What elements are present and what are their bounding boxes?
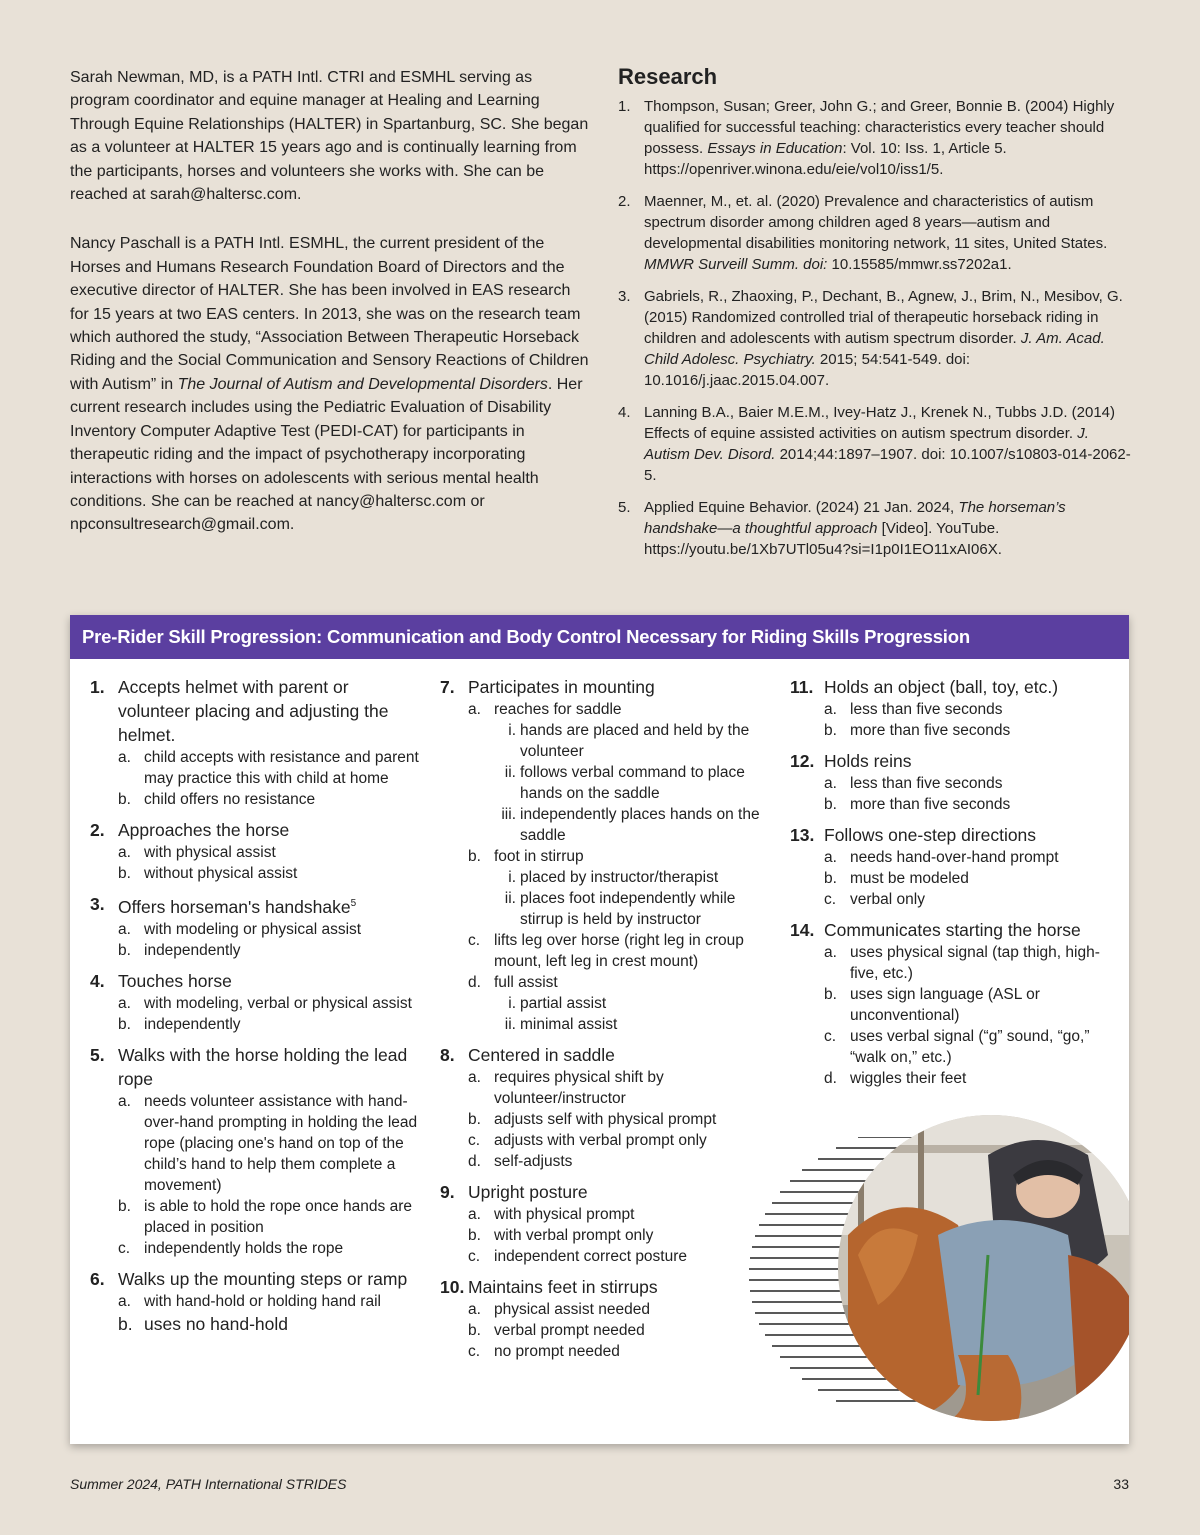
sub-list [90, 747, 420, 810]
sub-list [90, 919, 420, 961]
subsub-item [494, 804, 770, 846]
reference-text [644, 499, 1066, 558]
sub-text: adjusts self with physical prompt [494, 1111, 717, 1128]
sub-text: wiggles their feet [850, 1070, 967, 1087]
sub-list [90, 1291, 420, 1336]
sub-letter: d. [824, 1070, 837, 1087]
skill-number: 9. [440, 1182, 455, 1202]
text-run: Maenner, M., et. al. (2020) Prevalence and characteristics of autism spectrum disorder among children aged 8 years—autism and developmental disabilities monitoring network, 11 sites, United States. [644, 193, 1108, 252]
text-run: 10.15585/mmwr.ss7202a1. [827, 256, 1012, 273]
sub-item [824, 1026, 1120, 1068]
text-run: Lanning B.A., Baier M.E.M., Ivey-Hatz J., Krenek N., Tubbs J.D. (2014) Effects of equine assisted activities on autism spectrum disorder. [644, 404, 1116, 442]
sub-item [468, 1246, 770, 1267]
skill-title-text: Touches horse [118, 970, 232, 991]
sub-list [790, 773, 1120, 815]
sub-text: child offers no resistance [144, 791, 316, 808]
subsub-text: minimal assist [520, 1016, 618, 1033]
bio-sarah-newman [70, 66, 590, 206]
text-run: Gabriels, R., Zhaoxing, P., Dechant, B., Agnew, J., Brim, N., Mesibov, G. (2015) Randomized controlled trial of therapeutic horseback riding in children and adolescents with autism spectrum disorder. [644, 288, 1123, 347]
sub-text: adjusts with verbal prompt only [494, 1132, 707, 1149]
text-run: . Her current research includes using the Pediatric Evaluation of Disability Inventory Computer Adaptive Test (PEDI-CAT) for participants in therapeutic riding and the impact of psychotherapy incorporating interactions with horses on adolescents with serious mental health conditions. She can be reached at nancy@haltersc.com or npconsultresearch@gmail.com. [70, 375, 583, 534]
skill-item [90, 1043, 420, 1259]
sub-letter: b. [824, 986, 837, 1003]
subsub-numeral: ii. [504, 1016, 516, 1033]
skill-title-text: Participates in mounting [468, 677, 655, 697]
sub-item [118, 747, 420, 789]
text-run: Thompson, Susan; Greer, John G.; and Greer, Bonnie B. (2004) Highly qualified for successful teaching: characteristics every teacher should possess. [644, 98, 1115, 157]
sub-text: more than five seconds [850, 796, 1011, 813]
sub-item [468, 1341, 770, 1362]
sub-text: self-adjusts [494, 1153, 573, 1170]
sub-text: with physical assist [144, 844, 276, 861]
subsub-text: hands are placed and held by the volunteer [520, 722, 750, 760]
sub-item [118, 940, 420, 961]
panel-title: Pre-Rider Skill Progression: Communication and Body Control Necessary for Riding Skills Progression [70, 615, 1129, 659]
skill-title-text: Follows one-step directions [824, 825, 1037, 845]
skill-number: 12. [790, 751, 815, 771]
sub-letter: b. [118, 791, 131, 808]
skill-title-text: Approaches the horse [118, 820, 290, 840]
sub-letter: a. [468, 1069, 481, 1086]
sub-text: with physical prompt [494, 1206, 635, 1223]
skill-title [90, 892, 420, 919]
sub-letter: c. [468, 1132, 481, 1149]
subsub-numeral: i. [508, 869, 516, 886]
sub-item [118, 1091, 420, 1196]
sub-text: with verbal prompt only [494, 1227, 654, 1244]
sub-item [468, 1067, 770, 1109]
text-run: : Vol. 10: Iss. 1, Article 5. https://openriver.winona.edu/eie/vol10/iss1/5. [644, 140, 1007, 178]
reference-item [618, 402, 1138, 486]
subsub-item [494, 720, 770, 762]
sub-text: needs volunteer assistance with hand-over-hand prompting in holding the lead rope (placing one's hand on top of the child’s hand to help them complete a movement) [144, 1092, 418, 1194]
skill-item [440, 675, 770, 1035]
reference-number: 2. [618, 193, 631, 210]
sub-text: full assist [494, 974, 558, 991]
sub-letter: a. [118, 844, 131, 861]
skill-title-text: Communicates starting the horse [824, 920, 1081, 940]
sub-item [824, 889, 1120, 910]
sub-item [118, 993, 420, 1014]
sub-letter: a. [118, 1292, 131, 1310]
subsub-item [494, 762, 770, 804]
research-section [618, 64, 1138, 571]
sub-item [824, 773, 1120, 794]
subsub-text: follows verbal command to place hands on the saddle [520, 764, 745, 802]
sub-text: with modeling or physical assist [144, 920, 362, 938]
skill-title [790, 918, 1120, 942]
skill-title-text: Upright posture [468, 1182, 588, 1202]
sub-list [440, 1067, 770, 1172]
reference-item [618, 286, 1138, 391]
subsub-list [494, 993, 770, 1035]
subsub-item [494, 993, 770, 1014]
sub-text: uses verbal signal (“g” sound, “go,” “walk on,” etc.) [850, 1028, 1090, 1066]
subsub-list [494, 867, 770, 930]
subsub-list [494, 720, 770, 846]
reference-item [618, 497, 1138, 560]
text-run: 2014;44:1897–1907. doi: 10.1007/s10803-014-2062-5. [644, 446, 1131, 484]
text-run: 2015; 54:541-549. doi: 10.1016/j.jaac.2015.04.007. [644, 351, 971, 389]
sub-letter: a. [118, 749, 131, 766]
text-run: J. Am. Acad. Child Adolesc. Psychiatry. [644, 330, 1105, 368]
skills-column-1 [90, 675, 420, 1344]
sub-item [468, 930, 770, 972]
sub-item [118, 1238, 420, 1259]
sub-letter: a. [468, 701, 481, 718]
photo-child-with-horse [838, 1115, 1129, 1421]
sub-letter: b. [468, 1227, 481, 1244]
sub-text: requires physical shift by volunteer/instructor [494, 1069, 664, 1107]
skills-column-3 [790, 675, 1120, 1097]
skill-title [440, 1180, 770, 1204]
sub-item [824, 868, 1120, 889]
skill-item [790, 749, 1120, 815]
sub-letter: b. [118, 1015, 131, 1033]
sub-text: is able to hold the rope once hands are placed in position [144, 1197, 412, 1236]
sub-text: independently [144, 1015, 241, 1033]
skill-title [790, 823, 1120, 847]
sub-text: no prompt needed [494, 1343, 620, 1360]
sub-text: uses no hand-hold [144, 1313, 288, 1334]
skills-column-2 [440, 675, 770, 1370]
bio-nancy-paschall [70, 232, 590, 536]
sub-letter: d. [468, 1153, 481, 1170]
subsub-text: placed by instructor/therapist [520, 869, 719, 886]
skill-title [440, 1275, 770, 1299]
sub-item [468, 1320, 770, 1341]
skill-title [90, 1267, 420, 1291]
sub-item [118, 1196, 420, 1238]
subsub-item [494, 867, 770, 888]
sub-text: with hand-hold or holding hand rail [144, 1292, 381, 1310]
skill-item [90, 1267, 420, 1336]
sub-text: foot in stirrup [494, 848, 584, 865]
sub-letter: b. [824, 722, 837, 739]
text-run: The Journal of Autism and Developmental Disorders [177, 375, 548, 393]
reference-number: 5. [618, 499, 631, 516]
sub-item [824, 942, 1120, 984]
text-run: Essays in Education [707, 140, 843, 157]
footnote-marker: 5 [350, 898, 357, 909]
sub-list [90, 993, 420, 1035]
subsub-text: places foot independently while stirrup is held by instructor [520, 890, 736, 928]
sub-text: reaches for saddle [494, 701, 622, 718]
sub-letter: a. [824, 849, 837, 866]
sub-letter: a. [824, 775, 837, 792]
sub-list [90, 842, 420, 884]
subsub-numeral: i. [508, 722, 516, 739]
sub-text: independent correct posture [494, 1248, 688, 1265]
sub-text: uses sign language (ASL or unconventional) [850, 986, 1040, 1024]
sub-text: must be modeled [850, 870, 969, 887]
reference-item [618, 96, 1138, 180]
reference-text [644, 404, 1131, 484]
sub-item [824, 720, 1120, 741]
sub-letter: b. [468, 1111, 481, 1128]
skill-item [90, 675, 420, 810]
skill-title [90, 1043, 420, 1091]
sub-item [468, 699, 770, 846]
skill-progression-panel [70, 615, 1129, 1444]
sub-letter: b. [118, 865, 131, 882]
skill-number: 5. [90, 1044, 105, 1065]
skill-title [90, 818, 420, 842]
sub-letter: a. [118, 920, 131, 938]
sub-text: independently [144, 941, 241, 959]
skill-number: 1. [90, 677, 105, 697]
sub-text: lifts leg over horse (right leg in croup mount, left leg in crest mount) [494, 932, 744, 970]
sub-letter: a. [118, 1092, 131, 1110]
skill-title [440, 1043, 770, 1067]
sub-text: verbal only [850, 891, 925, 908]
sub-item [468, 1225, 770, 1246]
skill-number: 7. [440, 677, 455, 697]
reference-text [644, 193, 1107, 273]
sub-letter: b. [118, 1313, 133, 1334]
skill-number: 14. [790, 920, 815, 940]
text-run: Nancy Paschall is a PATH Intl. ESMHL, the current president of the Horses and Humans Research Foundation Board of Directors and the executive director of HALTER. She has been involved in EAS research for 15 years at two EAS centers. In 2013, she was on the research team which authored the study, “Association Between Therapeutic Horseback Riding and the Social Communication and Sensory Reactions of Children with Autism” in [70, 235, 589, 393]
subsub-item [494, 1014, 770, 1035]
sub-item [824, 1068, 1120, 1089]
sub-item [118, 1014, 420, 1035]
sub-list [90, 1091, 420, 1259]
sub-list [440, 1204, 770, 1267]
skill-item [440, 1275, 770, 1362]
sub-letter: c. [118, 1239, 131, 1257]
sub-item [118, 863, 420, 884]
research-heading: Research [618, 64, 718, 89]
reference-number: 1. [618, 98, 631, 115]
sub-letter: c. [468, 932, 481, 949]
skill-number: 13. [790, 825, 815, 845]
skill-title [90, 969, 420, 993]
sub-text: verbal prompt needed [494, 1322, 645, 1339]
subsub-numeral: ii. [504, 764, 516, 781]
sub-item [468, 1130, 770, 1151]
skill-title [440, 675, 770, 699]
skill-title-text: Holds an object (ball, toy, etc.) [824, 677, 1059, 697]
photo-illustration [838, 1115, 1129, 1421]
skill-title [90, 675, 420, 747]
sub-letter: a. [468, 1301, 481, 1318]
skill-item [440, 1180, 770, 1267]
sub-list [440, 1299, 770, 1362]
skill-title-text: Holds reins [824, 751, 912, 771]
skill-title [790, 675, 1120, 699]
sub-list [790, 699, 1120, 741]
sub-item [824, 794, 1120, 815]
skill-title-text: Maintains feet in stirrups [468, 1277, 658, 1297]
sub-item [468, 846, 770, 930]
text-run: [Video]. YouTube. https://youtu.be/1Xb7UTl05u4?si=I1p0I1EO11xAI06X. [644, 520, 1002, 558]
sub-item [118, 1312, 420, 1336]
skill-item [90, 969, 420, 1035]
author-bios [70, 66, 590, 537]
sub-item [118, 919, 420, 940]
skill-title-text: Offers horseman's handshake [118, 896, 351, 917]
text-run: Sarah Newman, MD, is a PATH Intl. CTRI and ESMHL serving as program coordinator and equine manager at Healing and Learning Through Equine Relationships (HALTER) in Spartanburg, SC. She began as a volunteer at HALTER 15 years ago and is continually learning from the participants, horses and volunteers she works with. She can be reached at sarah@haltersc.com. [70, 69, 589, 204]
sub-item [468, 1151, 770, 1172]
reference-text [644, 98, 1114, 178]
sub-list [790, 847, 1120, 910]
sub-text: uses physical signal (tap thigh, high-five, etc.) [850, 944, 1100, 982]
sub-text: child accepts with resistance and parent may practice this with child at home [144, 749, 419, 787]
sub-item [468, 1204, 770, 1225]
skill-item [90, 892, 420, 961]
research-references [618, 96, 1138, 560]
skill-item [790, 918, 1120, 1089]
subsub-numeral: ii. [504, 890, 516, 907]
skill-title-text: Centered in saddle [468, 1045, 615, 1065]
text-run: MMWR Surveill Summ. doi: [644, 256, 828, 273]
skill-number: 11. [790, 677, 814, 697]
skill-number: 4. [90, 970, 105, 991]
sub-item [824, 699, 1120, 720]
skill-number: 2. [90, 820, 105, 840]
sub-text: less than five seconds [850, 701, 1003, 718]
page-number: 33 [1113, 1476, 1129, 1492]
sub-letter: a. [824, 944, 837, 961]
subsub-numeral: i. [508, 995, 516, 1012]
sub-letter: c. [824, 891, 837, 908]
sub-letter: b. [468, 848, 481, 865]
subsub-numeral: iii. [501, 806, 516, 823]
sub-item [118, 1291, 420, 1312]
skill-title [790, 749, 1120, 773]
sub-text: less than five seconds [850, 775, 1003, 792]
subsub-text: partial assist [520, 995, 607, 1012]
text-run: J. Autism Dev. Disord. [644, 425, 1089, 463]
sub-item [118, 789, 420, 810]
sub-list [440, 699, 770, 1035]
skill-title-text: Accepts helmet with parent or volunteer placing and adjusting the helmet. [118, 677, 389, 745]
sub-item [468, 1109, 770, 1130]
subsub-text: independently places hands on the saddle [520, 806, 760, 844]
skill-item [790, 675, 1120, 741]
skill-item [440, 1043, 770, 1172]
sub-item [468, 1299, 770, 1320]
skill-number: 3. [90, 894, 105, 914]
sub-text: physical assist needed [494, 1301, 650, 1318]
sub-text: with modeling, verbal or physical assist [144, 994, 412, 1012]
text-run: The horseman’s handshake—a thoughtful approach [644, 499, 1066, 537]
subsub-item [494, 888, 770, 930]
footer-publication: Summer 2024, PATH International STRIDES [70, 1476, 347, 1492]
sub-item [118, 842, 420, 863]
sub-text: without physical assist [144, 865, 298, 882]
skill-item [90, 818, 420, 884]
sub-text: independently holds the rope [144, 1239, 344, 1257]
sub-letter: b. [118, 1197, 131, 1215]
sub-letter: b. [824, 870, 837, 887]
reference-item [618, 191, 1138, 275]
skill-number: 8. [440, 1045, 455, 1065]
skill-title-text: Walks with the horse holding the lead rope [118, 1044, 408, 1089]
sub-letter: c. [824, 1028, 837, 1045]
sub-letter: c. [468, 1343, 481, 1360]
sub-letter: b. [824, 796, 837, 813]
sub-item [824, 984, 1120, 1026]
sub-letter: a. [824, 701, 837, 718]
reference-number: 3. [618, 288, 631, 305]
sub-text: needs hand-over-hand prompt [850, 849, 1059, 866]
sub-letter: a. [118, 994, 131, 1012]
skill-number: 10. [440, 1277, 465, 1297]
reference-text [644, 288, 1123, 389]
sub-letter: b. [468, 1322, 481, 1339]
sub-letter: d. [468, 974, 481, 991]
sub-text: more than five seconds [850, 722, 1011, 739]
sub-letter: b. [118, 941, 131, 959]
sub-letter: a. [468, 1206, 481, 1223]
sub-item [824, 847, 1120, 868]
skill-item [790, 823, 1120, 910]
text-run: Applied Equine Behavior. (2024) 21 Jan. 2024, [644, 499, 959, 516]
reference-number: 4. [618, 404, 631, 421]
sub-letter: c. [468, 1248, 481, 1265]
skill-number: 6. [90, 1268, 105, 1289]
sub-item [468, 972, 770, 1035]
sub-list [790, 942, 1120, 1089]
skill-title-text: Walks up the mounting steps or ramp [118, 1268, 408, 1289]
